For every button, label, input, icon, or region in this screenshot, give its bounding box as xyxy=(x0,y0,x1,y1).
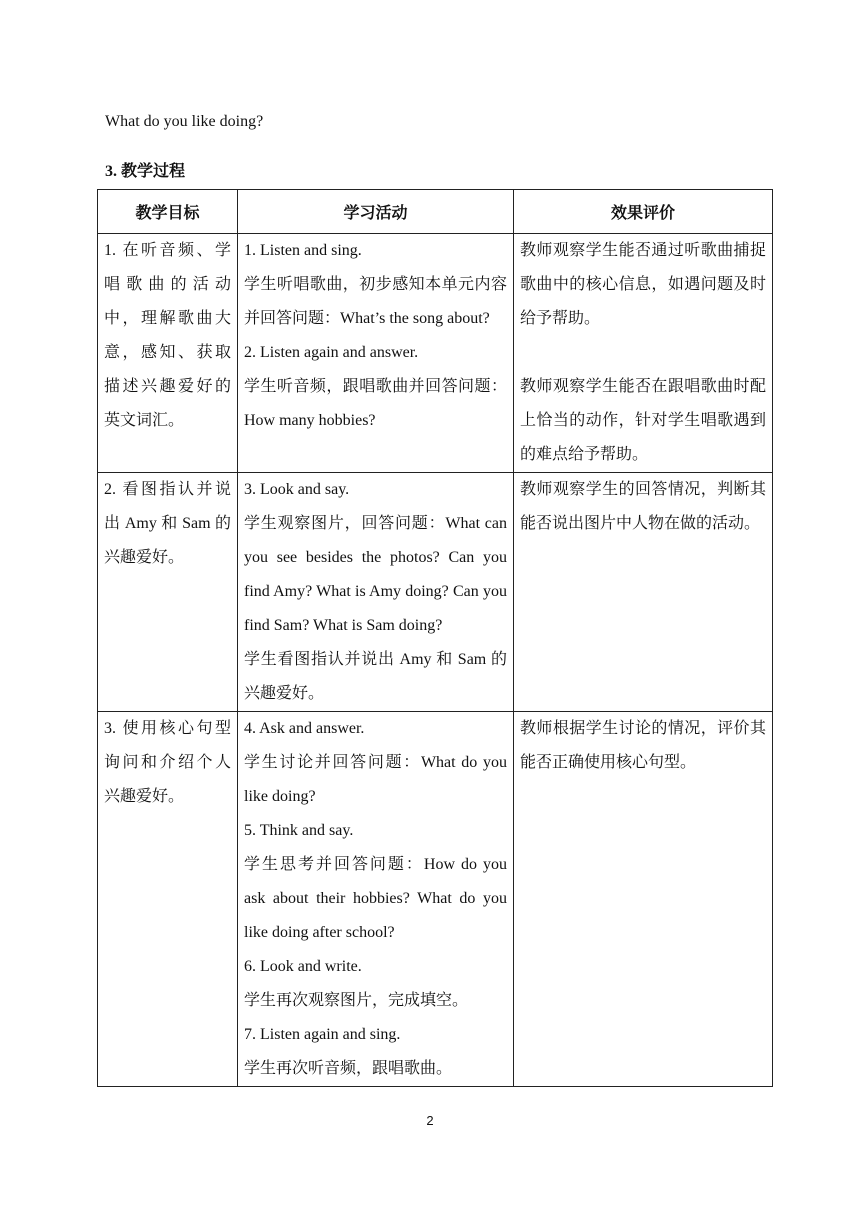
evaluation-cell xyxy=(514,473,773,712)
goal-text: 3. 使用核心句型询问和介绍个人兴趣爱好。 xyxy=(104,720,231,805)
goal-text: 2. 看图指认并说出 Amy 和 Sam 的兴趣爱好。 xyxy=(104,481,231,566)
activity-step: 4. Ask and answer. xyxy=(244,720,365,737)
activity-step: 2. Listen again and answer. xyxy=(244,344,419,361)
evaluation-cell xyxy=(514,712,773,1087)
evaluation-text: 教师根据学生讨论的情况，评价其能否正确使用核心句型。 xyxy=(520,720,766,771)
activity-description: 学生看图指认并说出 Amy 和 Sam 的兴趣爱好。 xyxy=(244,651,507,702)
activity-cell xyxy=(238,712,514,1087)
evaluation-text: 教师观察学生能否在跟唱歌曲时配上恰当的动作，针对学生唱歌遇到的难点给予帮助。 xyxy=(520,378,766,463)
teaching-process-table xyxy=(97,189,773,1087)
activity-description: 学生听唱歌曲，初步感知本单元内容并回答问题：What’s the song about? xyxy=(244,276,507,327)
activity-step: 5. Think and say. xyxy=(244,822,354,839)
activity-cell xyxy=(238,234,514,473)
goal-cell xyxy=(98,234,238,473)
header-learning-activity: 学习活动 xyxy=(238,190,514,234)
header-effect-evaluation: 效果评价 xyxy=(514,190,773,234)
activity-description: 学生思考并回答问题：How do you ask about their hobbies? What do you like doing after school? xyxy=(244,856,507,941)
activity-description: 学生再次听音频，跟唱歌曲。 xyxy=(244,1060,453,1077)
table-header-row xyxy=(98,190,773,234)
table-row xyxy=(98,234,773,473)
activity-description: 学生讨论并回答问题：What do you like doing? xyxy=(244,754,507,805)
evaluation-text: 教师观察学生的回答情况，判断其能否说出图片中人物在做的活动。 xyxy=(520,481,766,532)
table-row xyxy=(98,473,773,712)
intro-line: What do you like doing? xyxy=(105,113,264,130)
evaluation-cell xyxy=(514,234,773,473)
activity-step: 6. Look and write. xyxy=(244,958,362,975)
page-number: 2 xyxy=(426,1113,434,1128)
goal-text: 1. 在听音频、学唱歌曲的活动中，理解歌曲大意，感知、获取描述兴趣爱好的英文词汇。 xyxy=(104,242,231,429)
table-row xyxy=(98,712,773,1087)
goal-cell xyxy=(98,712,238,1087)
goal-cell xyxy=(98,473,238,712)
evaluation-text: 教师观察学生能否通过听歌曲捕捉歌曲中的核心信息，如遇问题及时给予帮助。 xyxy=(520,242,766,327)
activity-description: 学生听音频，跟唱歌曲并回答问题：How many hobbies? xyxy=(244,378,507,429)
activity-step: 7. Listen again and sing. xyxy=(244,1026,401,1043)
header-teaching-goal: 教学目标 xyxy=(98,190,238,234)
paragraph-gap xyxy=(520,336,766,370)
section-heading: 3. 教学过程 xyxy=(105,163,186,180)
activity-step: 1. Listen and sing. xyxy=(244,242,362,259)
activity-description: 学生观察图片，回答问题：What can you see besides the photos? Can you find Amy? What is Amy doing? Can you find Sam? What is Sam doing? xyxy=(244,515,507,634)
activity-cell xyxy=(238,473,514,712)
activity-step: 3. Look and say. xyxy=(244,481,350,498)
activity-description: 学生再次观察图片，完成填空。 xyxy=(244,992,469,1009)
